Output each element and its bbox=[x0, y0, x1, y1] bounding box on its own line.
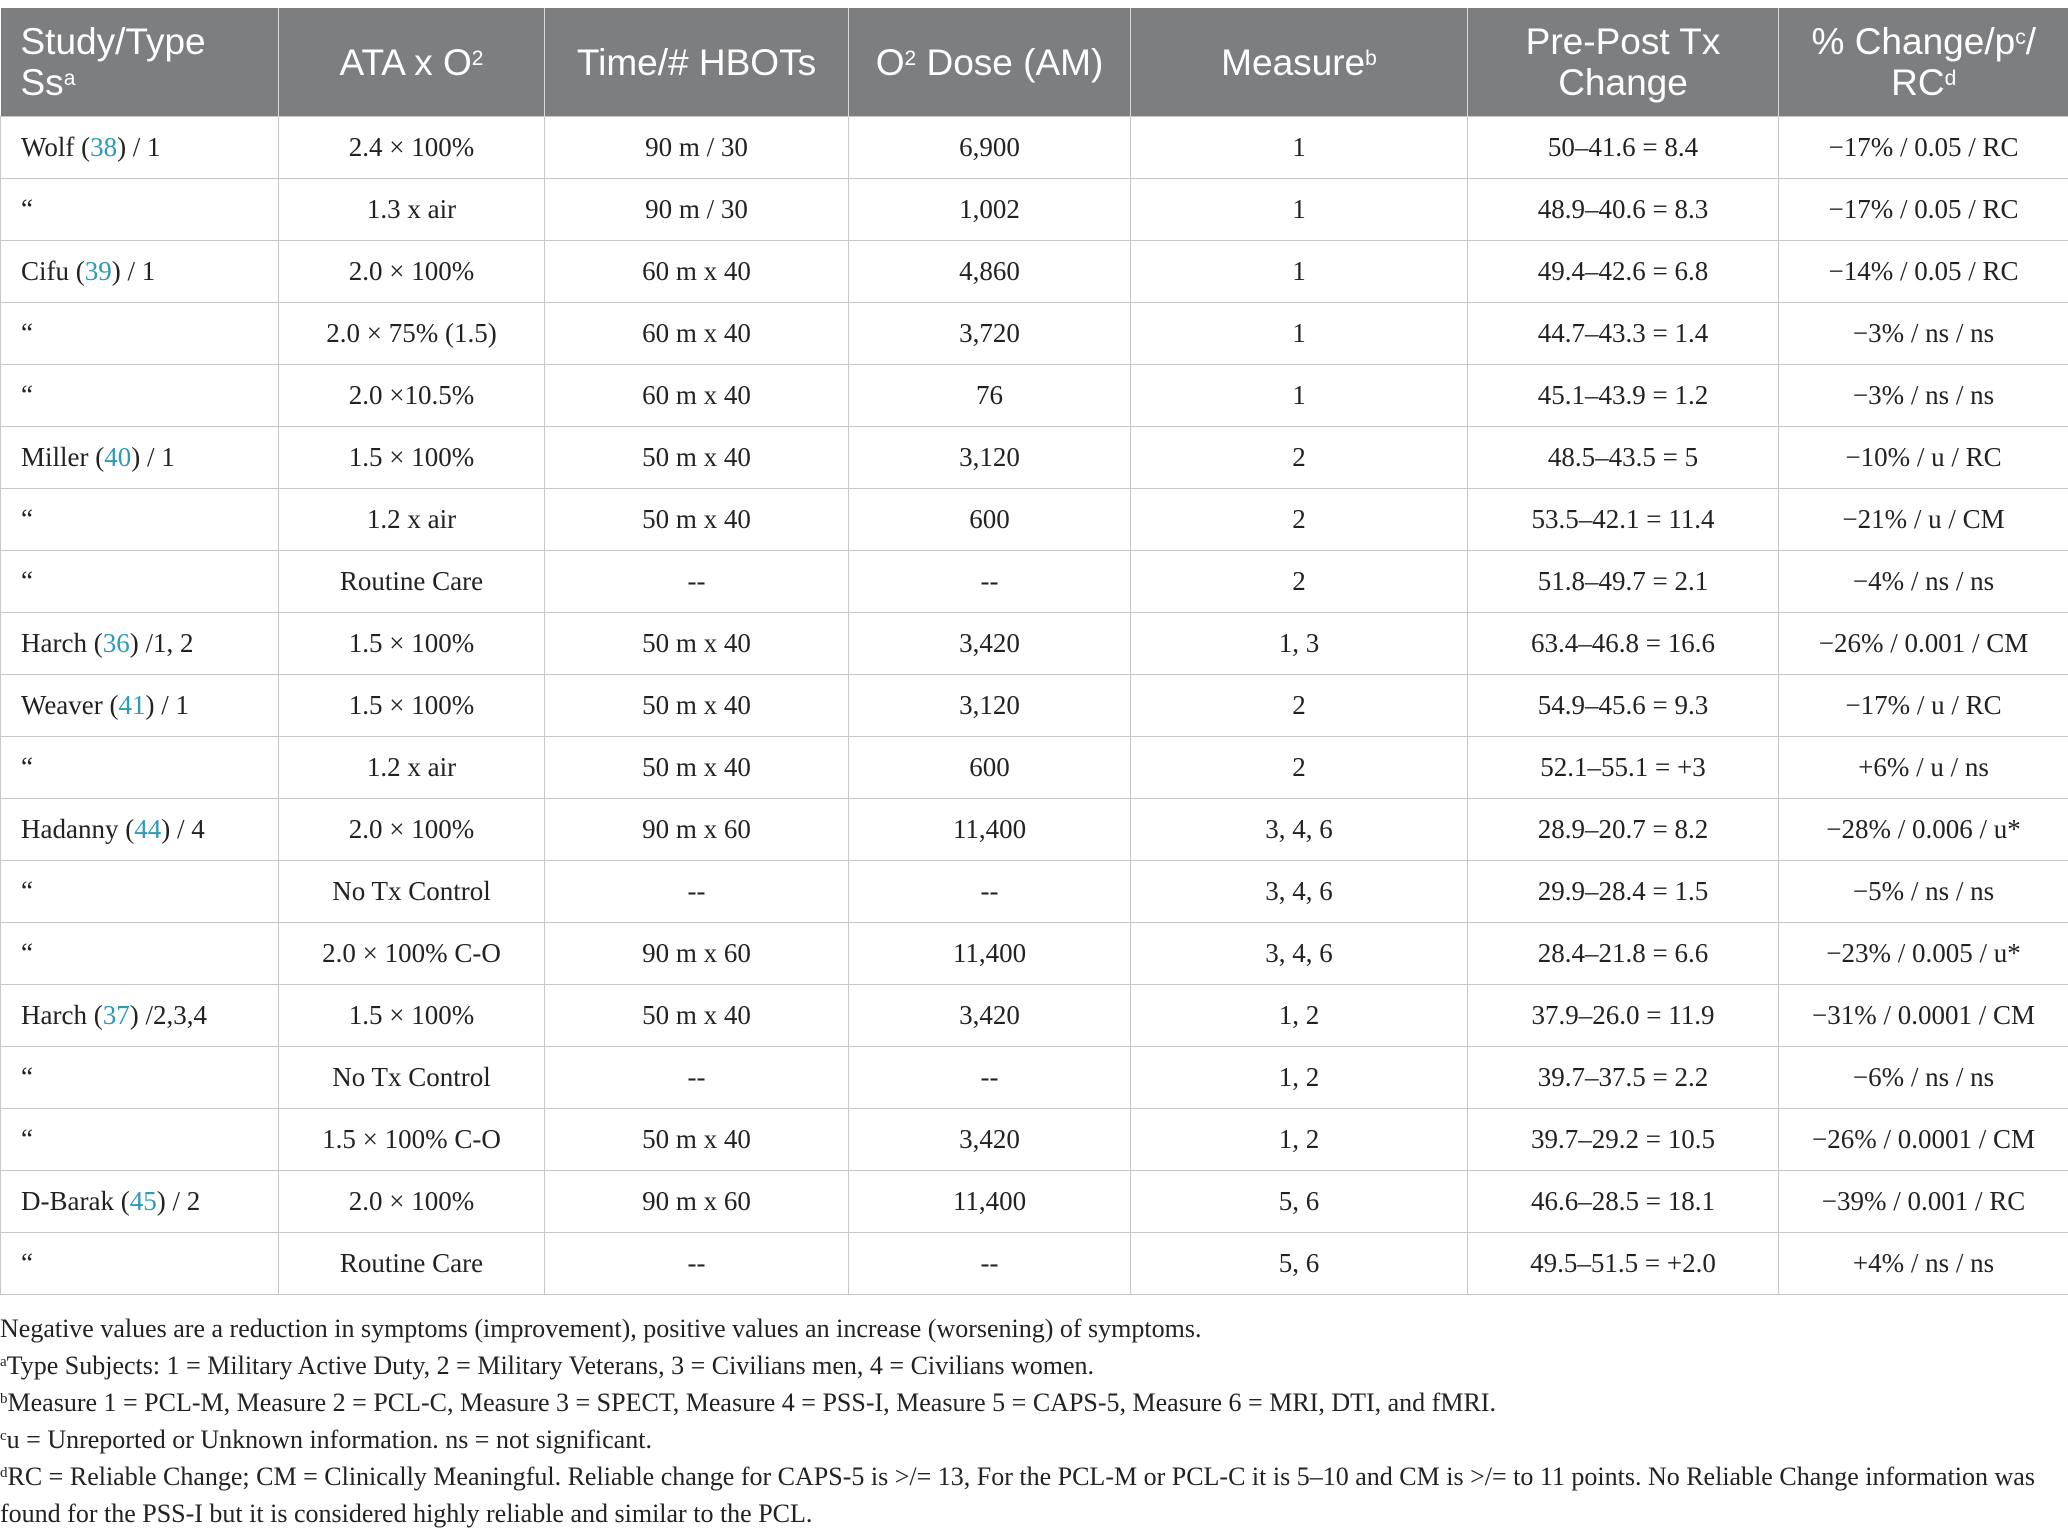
cell-time: -- bbox=[545, 1047, 849, 1109]
cell-dose: 11,400 bbox=[849, 799, 1131, 861]
cell-time: 90 m x 60 bbox=[545, 1171, 849, 1233]
cell-measure: 2 bbox=[1131, 737, 1468, 799]
cell-percent: −3% / ns / ns bbox=[1779, 303, 2068, 365]
cell-measure: 3, 4, 6 bbox=[1131, 923, 1468, 985]
cell-time: 50 m x 40 bbox=[545, 489, 849, 551]
cell-study-type bbox=[1, 799, 279, 861]
cell-study-type bbox=[1, 923, 279, 985]
cell-study-type bbox=[1, 1233, 279, 1295]
table-row bbox=[1, 303, 2068, 365]
cell-ata: 1.5 × 100% C-O bbox=[279, 1109, 545, 1171]
study-name: Miller ( bbox=[21, 442, 105, 472]
table-header bbox=[1, 8, 2068, 117]
cell-dose: 3,120 bbox=[849, 675, 1131, 737]
cell-ata: 2.0 × 100% bbox=[279, 241, 545, 303]
subject-type: ) / 1 bbox=[131, 442, 175, 472]
cell-percent: −26% / 0.001 / CM bbox=[1779, 613, 2068, 675]
cell-change: 49.4–42.6 = 6.8 bbox=[1468, 241, 1779, 303]
cell-ata: No Tx Control bbox=[279, 1047, 545, 1109]
cell-percent: −17% / 0.05 / RC bbox=[1779, 179, 2068, 241]
cell-change: 39.7–29.2 = 10.5 bbox=[1468, 1109, 1779, 1171]
results-table bbox=[0, 8, 2068, 1295]
cell-percent: −5% / ns / ns bbox=[1779, 861, 2068, 923]
cell-change: 54.9–45.6 = 9.3 bbox=[1468, 675, 1779, 737]
cell-study-type bbox=[1, 1109, 279, 1171]
cell-ata: 2.0 × 100% bbox=[279, 799, 545, 861]
header-dose: $O^2$ Dose (AM) bbox=[849, 8, 1131, 117]
cell-study-type bbox=[1, 241, 279, 303]
cell-study-type bbox=[1, 613, 279, 675]
subject-type: ) / 1 bbox=[117, 132, 161, 162]
cell-change: 48.9–40.6 = 8.3 bbox=[1468, 179, 1779, 241]
header-row bbox=[1, 8, 2068, 117]
header-change: Pre-Post Tx Change bbox=[1468, 8, 1779, 117]
cell-study-type bbox=[1, 737, 279, 799]
table-row bbox=[1, 613, 2068, 675]
table-row bbox=[1, 1233, 2068, 1295]
cell-dose: 600 bbox=[849, 489, 1131, 551]
table-row bbox=[1, 1171, 2068, 1233]
reference-link[interactable]: 44 bbox=[134, 814, 162, 844]
cell-time: 60 m x 40 bbox=[545, 303, 849, 365]
study-name: “ bbox=[21, 566, 33, 596]
cell-measure: 5, 6 bbox=[1131, 1233, 1468, 1295]
study-name: “ bbox=[21, 1062, 33, 1092]
cell-study-type bbox=[1, 1047, 279, 1109]
cell-percent: −28% / 0.006 / u* bbox=[1779, 799, 2068, 861]
table-row bbox=[1, 489, 2068, 551]
table-row bbox=[1, 861, 2068, 923]
table-body bbox=[1, 117, 2068, 1295]
cell-percent: +4% / ns / ns bbox=[1779, 1233, 2068, 1295]
cell-time: 60 m x 40 bbox=[545, 241, 849, 303]
cell-measure: 2 bbox=[1131, 427, 1468, 489]
cell-ata: 1.3 x air bbox=[279, 179, 545, 241]
cell-change: 50–41.6 = 8.4 bbox=[1468, 117, 1779, 179]
cell-percent: −23% / 0.005 / u* bbox=[1779, 923, 2068, 985]
cell-dose: 3,120 bbox=[849, 427, 1131, 489]
study-name: “ bbox=[21, 194, 33, 224]
cell-dose: -- bbox=[849, 861, 1131, 923]
reference-link[interactable]: 38 bbox=[90, 132, 118, 162]
header-time: Time/# HBOTs bbox=[545, 8, 849, 117]
cell-change: 44.7–43.3 = 1.4 bbox=[1468, 303, 1779, 365]
study-name: Wolf ( bbox=[21, 132, 91, 162]
cell-measure: 1 bbox=[1131, 303, 1468, 365]
cell-dose: -- bbox=[849, 551, 1131, 613]
cell-measure: 1 bbox=[1131, 179, 1468, 241]
cell-time: 50 m x 40 bbox=[545, 1109, 849, 1171]
cell-ata: No Tx Control bbox=[279, 861, 545, 923]
cell-time: 50 m x 40 bbox=[545, 427, 849, 489]
cell-dose: -- bbox=[849, 1047, 1131, 1109]
subject-type: ) /1, 2 bbox=[129, 628, 194, 658]
cell-percent: −26% / 0.0001 / CM bbox=[1779, 1109, 2068, 1171]
study-name: Cifu ( bbox=[21, 256, 85, 286]
study-name: “ bbox=[21, 752, 33, 782]
cell-ata: Routine Care bbox=[279, 551, 545, 613]
cell-time: -- bbox=[545, 551, 849, 613]
study-name: Harch ( bbox=[21, 1000, 103, 1030]
cell-measure: 5, 6 bbox=[1131, 1171, 1468, 1233]
cell-study-type bbox=[1, 551, 279, 613]
reference-link[interactable]: 37 bbox=[102, 1000, 130, 1030]
cell-dose: 3,420 bbox=[849, 613, 1131, 675]
cell-percent: −17% / u / RC bbox=[1779, 675, 2068, 737]
cell-change: 52.1–55.1 = +3 bbox=[1468, 737, 1779, 799]
cell-change: 46.6–28.5 = 18.1 bbox=[1468, 1171, 1779, 1233]
reference-link[interactable]: 41 bbox=[118, 690, 146, 720]
table-row bbox=[1, 985, 2068, 1047]
cell-dose: 3,420 bbox=[849, 985, 1131, 1047]
cell-study-type bbox=[1, 117, 279, 179]
cell-dose: 600 bbox=[849, 737, 1131, 799]
subject-type: ) /2,3,4 bbox=[129, 1000, 207, 1030]
study-name: D-Barak ( bbox=[21, 1186, 130, 1216]
table-row bbox=[1, 179, 2068, 241]
cell-dose: 3,420 bbox=[849, 1109, 1131, 1171]
study-name: “ bbox=[21, 1124, 33, 1154]
cell-time: -- bbox=[545, 1233, 849, 1295]
cell-percent: −6% / ns / ns bbox=[1779, 1047, 2068, 1109]
cell-study-type bbox=[1, 427, 279, 489]
cell-time: 90 m / 30 bbox=[545, 179, 849, 241]
cell-percent: −17% / 0.05 / RC bbox=[1779, 117, 2068, 179]
cell-dose: -- bbox=[849, 1233, 1131, 1295]
table-row bbox=[1, 675, 2068, 737]
cell-percent: −4% / ns / ns bbox=[1779, 551, 2068, 613]
cell-measure: 2 bbox=[1131, 675, 1468, 737]
table-row bbox=[1, 241, 2068, 303]
table-row bbox=[1, 737, 2068, 799]
subject-type: ) / 4 bbox=[161, 814, 205, 844]
cell-study-type bbox=[1, 489, 279, 551]
cell-measure: 1 bbox=[1131, 241, 1468, 303]
header-measure: Measure$^b$ bbox=[1131, 8, 1468, 117]
cell-dose: 4,860 bbox=[849, 241, 1131, 303]
cell-time: 90 m / 30 bbox=[545, 117, 849, 179]
cell-change: 37.9–26.0 = 11.9 bbox=[1468, 985, 1779, 1047]
cell-change: 49.5–51.5 = +2.0 bbox=[1468, 1233, 1779, 1295]
study-name: Harch ( bbox=[21, 628, 103, 658]
cell-percent: −39% / 0.001 / RC bbox=[1779, 1171, 2068, 1233]
study-name: Hadanny ( bbox=[21, 814, 135, 844]
header-ata: ATA x $O^2$ bbox=[279, 8, 545, 117]
table-row bbox=[1, 799, 2068, 861]
footnote-c: $^c$u = Unreported or Unknown information. ns = not significant. bbox=[0, 1425, 652, 1454]
cell-measure: 1, 3 bbox=[1131, 613, 1468, 675]
cell-measure: 1 bbox=[1131, 365, 1468, 427]
cell-study-type bbox=[1, 1171, 279, 1233]
footnote-d: $^d$RC = Reliable Change; CM = Clinically Meaningful. Reliable change for CAPS-5 is >/= 13, For the PCL-M or PCL-C it is 5–10 and CM is >/= to 11 points. No Reliable Change information was found for the PSS-I but it is considered highly reliable and similar to the PCL. bbox=[0, 1462, 2035, 1528]
cell-dose: 3,720 bbox=[849, 303, 1131, 365]
cell-measure: 1, 2 bbox=[1131, 1047, 1468, 1109]
cell-ata: 2.0 × 75% (1.5) bbox=[279, 303, 545, 365]
study-name: “ bbox=[21, 504, 33, 534]
cell-ata: 1.5 × 100% bbox=[279, 613, 545, 675]
subject-type: ) / 1 bbox=[145, 690, 190, 720]
subject-type: ) / 2 bbox=[156, 1186, 201, 1216]
cell-time: 50 m x 40 bbox=[545, 737, 849, 799]
cell-percent: +6% / u / ns bbox=[1779, 737, 2068, 799]
cell-measure: 3, 4, 6 bbox=[1131, 799, 1468, 861]
reference-link[interactable]: 39 bbox=[84, 256, 112, 286]
cell-dose: 11,400 bbox=[849, 923, 1131, 985]
cell-study-type bbox=[1, 675, 279, 737]
cell-time: 90 m x 60 bbox=[545, 923, 849, 985]
cell-measure: 1 bbox=[1131, 117, 1468, 179]
cell-ata: 2.0 × 100% bbox=[279, 1171, 545, 1233]
table-row bbox=[1, 365, 2068, 427]
cell-study-type bbox=[1, 861, 279, 923]
cell-change: 53.5–42.1 = 11.4 bbox=[1468, 489, 1779, 551]
cell-change: 48.5–43.5 = 5 bbox=[1468, 427, 1779, 489]
cell-change: 39.7–37.5 = 2.2 bbox=[1468, 1047, 1779, 1109]
cell-measure: 3, 4, 6 bbox=[1131, 861, 1468, 923]
cell-time: 90 m x 60 bbox=[545, 799, 849, 861]
table-row bbox=[1, 1109, 2068, 1171]
cell-ata: Routine Care bbox=[279, 1233, 545, 1295]
cell-time: -- bbox=[545, 861, 849, 923]
cell-study-type bbox=[1, 303, 279, 365]
cell-measure: 2 bbox=[1131, 551, 1468, 613]
header-study-type: Study/Type Ss$^a$ bbox=[1, 8, 279, 117]
subject-type: ) / 1 bbox=[111, 256, 156, 286]
results-table-container bbox=[0, 8, 2068, 1295]
study-name: Weaver ( bbox=[21, 690, 119, 720]
cell-change: 28.9–20.7 = 8.2 bbox=[1468, 799, 1779, 861]
table-row bbox=[1, 1047, 2068, 1109]
cell-dose: 76 bbox=[849, 365, 1131, 427]
cell-change: 63.4–46.8 = 16.6 bbox=[1468, 613, 1779, 675]
cell-time: 60 m x 40 bbox=[545, 365, 849, 427]
cell-study-type bbox=[1, 179, 279, 241]
cell-ata: 2.4 × 100% bbox=[279, 117, 545, 179]
cell-percent: −31% / 0.0001 / CM bbox=[1779, 985, 2068, 1047]
cell-time: 50 m x 40 bbox=[545, 613, 849, 675]
cell-measure: 2 bbox=[1131, 489, 1468, 551]
cell-change: 45.1–43.9 = 1.2 bbox=[1468, 365, 1779, 427]
cell-ata: 1.5 × 100% bbox=[279, 675, 545, 737]
cell-percent: −3% / ns / ns bbox=[1779, 365, 2068, 427]
cell-ata: 2.0 ×10.5% bbox=[279, 365, 545, 427]
cell-dose: 6,900 bbox=[849, 117, 1131, 179]
cell-ata: 1.2 x air bbox=[279, 737, 545, 799]
reference-link[interactable]: 45 bbox=[129, 1186, 157, 1216]
cell-time: 50 m x 40 bbox=[545, 985, 849, 1047]
cell-study-type bbox=[1, 365, 279, 427]
cell-ata: 1.5 × 100% bbox=[279, 427, 545, 489]
table-footnotes bbox=[0, 1310, 2064, 1532]
footnote-a: $^a$Type Subjects: 1 = Military Active Duty, 2 = Military Veterans, 3 = Civilians men, 4 = Civilians women. bbox=[0, 1351, 1094, 1380]
cell-measure: 1, 2 bbox=[1131, 985, 1468, 1047]
cell-study-type bbox=[1, 985, 279, 1047]
cell-measure: 1, 2 bbox=[1131, 1109, 1468, 1171]
cell-change: 28.4–21.8 = 6.6 bbox=[1468, 923, 1779, 985]
footnote-general: Negative values are a reduction in symptoms (improvement), positive values an increase (worsening) of symptoms. bbox=[0, 1314, 1202, 1343]
cell-percent: −10% / u / RC bbox=[1779, 427, 2068, 489]
cell-ata: 1.5 × 100% bbox=[279, 985, 545, 1047]
reference-link[interactable]: 36 bbox=[102, 628, 130, 658]
cell-percent: −21% / u / CM bbox=[1779, 489, 2068, 551]
cell-ata: 2.0 × 100% C-O bbox=[279, 923, 545, 985]
cell-dose: 11,400 bbox=[849, 1171, 1131, 1233]
table-row bbox=[1, 117, 2068, 179]
cell-ata: 1.2 x air bbox=[279, 489, 545, 551]
study-name: “ bbox=[21, 1248, 33, 1278]
table-row bbox=[1, 551, 2068, 613]
header-percent: % Change/$p^c/$ $RC^d$ bbox=[1779, 8, 2068, 117]
study-name: “ bbox=[21, 318, 33, 348]
cell-dose: 1,002 bbox=[849, 179, 1131, 241]
cell-time: 50 m x 40 bbox=[545, 675, 849, 737]
table-row bbox=[1, 923, 2068, 985]
reference-link[interactable]: 40 bbox=[104, 442, 132, 472]
study-name: “ bbox=[21, 876, 33, 906]
cell-change: 51.8–49.7 = 2.1 bbox=[1468, 551, 1779, 613]
study-name: “ bbox=[21, 938, 33, 968]
cell-change: 29.9–28.4 = 1.5 bbox=[1468, 861, 1779, 923]
footnote-b: $^b$Measure 1 = PCL-M, Measure 2 = PCL-C, Measure 3 = SPECT, Measure 4 = PSS-I, Measure 5 = CAPS-5, Measure 6 = MRI, DTI, and fMRI. bbox=[0, 1388, 1496, 1417]
cell-percent: −14% / 0.05 / RC bbox=[1779, 241, 2068, 303]
table-row bbox=[1, 427, 2068, 489]
study-name: “ bbox=[21, 380, 33, 410]
